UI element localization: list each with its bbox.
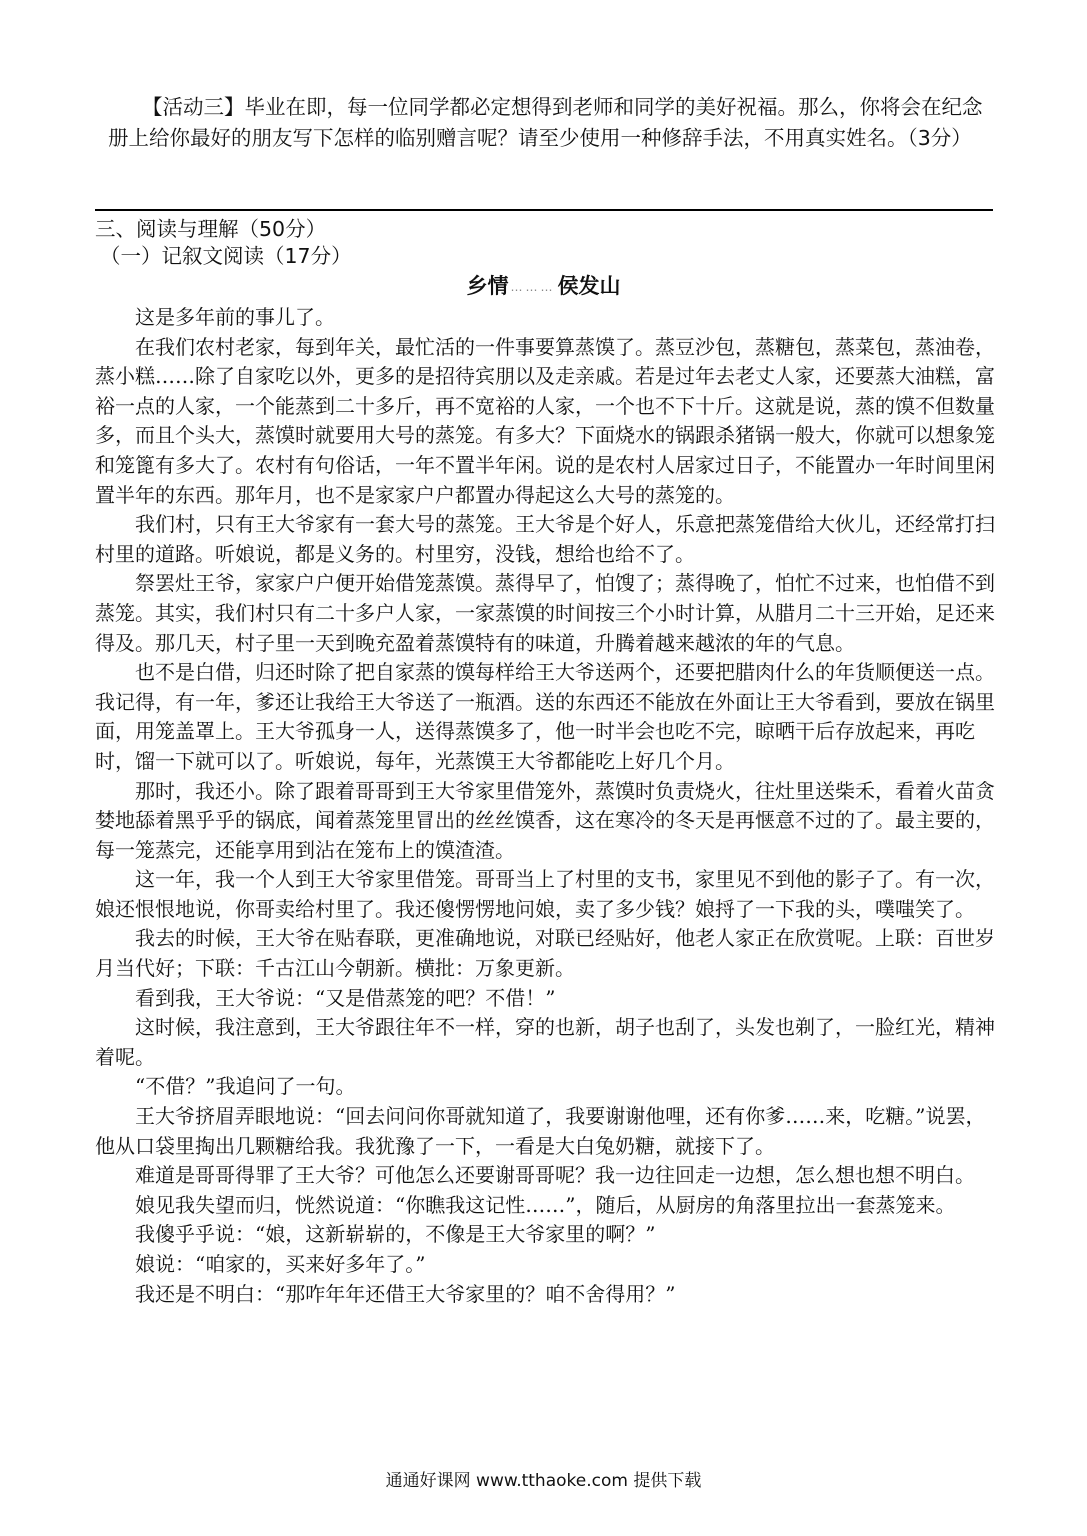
article-paragraph: 看到我，王大爷说：“又是借蒸笼的吧？不借！” bbox=[135, 985, 556, 1010]
article-title-line bbox=[0, 270, 1087, 303]
article-paragraph: 这时候，我注意到，王大爷跟往年不一样，穿的也新，胡子也刮了，头发也剃了，一脸红光，精神着呢。 bbox=[95, 1015, 995, 1069]
article-paragraph: 这一年，我一个人到王大爷家里借笼。哥哥当上了村里的支书，家里见不到他的影子了。有一次，娘还恨恨地说，你哥卖给村里了。我还傻愣愣地问娘，卖了多少钱？娘捋了一下我的头，噗嗤笑了。 bbox=[95, 867, 995, 921]
article-paragraph: 那时，我还小。除了跟着哥哥到王大爷家里借笼外，蒸馍时负责烧火，往灶里送柴禾，看着火苗贪婪地舔着黑乎乎的锅底，闻着蒸笼里冒出的丝丝馍香，这在寒冷的冬天是再惬意不过的了。最主要的，每一笼蒸完，还能享用到沾在笼布上的馍渣渣。 bbox=[95, 778, 995, 862]
article-paragraph: 王大爷挤眉弄眼地说：“回去问问你哥就知道了，我要谢谢他哩，还有你爹……来，吃糖。”说罢，他从口袋里掏出几颗糖给我。我犹豫了一下，一看是大白兔奶糖，就接下了。 bbox=[95, 1104, 986, 1158]
article-paragraph: 我傻乎乎说：“娘，这新崭崭的，不像是王大爷家里的啊？” bbox=[135, 1222, 656, 1247]
article-paragraph: “不借？”我追问了一句。 bbox=[135, 1074, 356, 1099]
activity-three bbox=[108, 92, 994, 154]
section-divider bbox=[95, 209, 993, 211]
page-footer: 通通好课网 www.tthaoke.com 提供下载 bbox=[385, 1471, 702, 1491]
article-paragraph: 我们村，只有王大爷家有一套大号的蒸笼。王大爷是个好人，乐意把蒸笼借给大伙儿，还经常打扫村里的道路。听娘说，都是义务的。村里穷，没钱，想给也给不了。 bbox=[95, 512, 995, 566]
article-body bbox=[95, 303, 995, 1309]
article-paragraph: 难道是哥哥得罪了王大爷？可他怎么还要谢哥哥呢？我一边往回走一边想，怎么想也想不明白。 bbox=[135, 1163, 975, 1188]
article-author: 侯发山 bbox=[557, 274, 621, 298]
section-heading: 三、阅读与理解（50分） bbox=[95, 217, 327, 241]
activity-three-text: 【活动三】毕业在即，每一位同学都必定想得到老师和同学的美好祝福。那么，你将会在纪念册上给你最好的朋友写下怎样的临别赠言呢？请至少使用一种修辞手法，不用真实姓名。（3分） bbox=[108, 95, 983, 150]
article-paragraph: 祭罢灶王爷，家家户户便开始借笼蒸馍。蒸得早了，怕馊了；蒸得晚了，怕忙不过来，也怕借不到蒸笼。其实，我们村只有二十多户人家，一家蒸馍的时间按三个小时计算，从腊月二十三开始，足还来得及。那几天，村子里一天到晚充盈着蒸馍特有的味道，升腾着越来越浓的年的气息。 bbox=[95, 571, 995, 655]
article-paragraph: 这是多年前的事儿了。 bbox=[135, 305, 335, 329]
subsection-heading: （一）记叙文阅读（17分） bbox=[100, 244, 352, 268]
article-title: 乡情 bbox=[466, 274, 509, 298]
article-paragraph: 娘见我失望而归，恍然说道：“你瞧我这记性……”，随后，从厨房的角落里拉出一套蒸笼来。 bbox=[135, 1192, 956, 1217]
article-paragraph: 在我们农村老家，每到年关，最忙活的一件事要算蒸馍了。蒸豆沙包，蒸糖包，蒸菜包，蒸油卷，蒸小糕……除了自家吃以外，更多的是招待宾朋以及走亲戚。若是过年去老丈人家，还要蒸大油糕，富裕一点的人家，一个能蒸到二十多斤，再不宽裕的人家，一个也不下十斤。这就是说，蒸的馍不但数量多，而且个头大，蒸馍时就要用大号的蒸笼。有多大？下面烧水的锅跟杀猪锅一般大，你就可以想象笼和笼篦有多大了。农村有句俗话，一年不置半年闲。说的是农村人居家过日子，不能置办一年时间里闲置半年的东西。那年月，也不是家家户户都置办得起这么大号的蒸笼的。 bbox=[95, 334, 995, 507]
article-paragraph: 娘说：“咱家的，买来好多年了。” bbox=[135, 1252, 426, 1276]
article-paragraph: 也不是白借，归还时除了把自家蒸的馍每样给王大爷送两个，还要把腊肉什么的年货顺便送一点。我记得，有一年，爹还让我给王大爷送了一瓶酒。送的东西还不能放在外面让王大爷看到，要放在锅里面，用笼盖罩上。王大爷孤身一人，送得蒸馍多了，他一时半会也吃不完，晾晒干后存放起来，再吃时，馏一下就可以了。听娘说，每年，光蒸馍王大爷都能吃上好几个月。 bbox=[95, 660, 995, 773]
article-paragraph: 我还是不明白：“那咋年年还借王大爷家里的？咱不舍得用？” bbox=[135, 1281, 676, 1306]
article-paragraph: 我去的时候，王大爷在贴春联，更准确地说，对联已经贴好，他老人家正在欣赏呢。上联：百世岁月当代好；下联：千古江山今朝新。横批：万象更新。 bbox=[95, 926, 995, 981]
title-dots: ……… bbox=[510, 280, 556, 294]
